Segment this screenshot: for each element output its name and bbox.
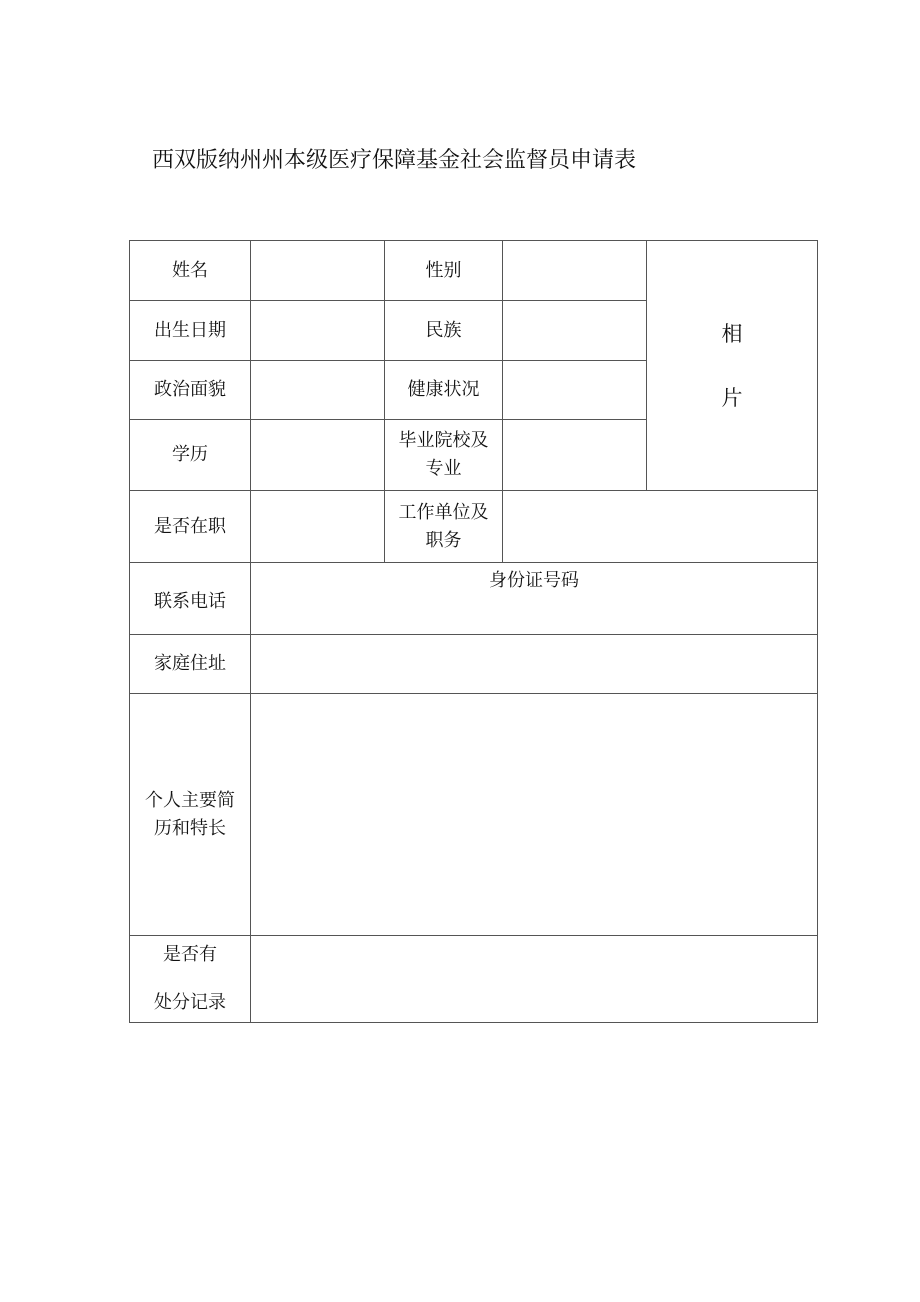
label-ethnicity <box>384 300 503 361</box>
label-employed <box>129 490 251 563</box>
label-employed-text: 是否在职 <box>154 515 226 537</box>
input-political-status[interactable] <box>250 360 385 420</box>
label-discipline-line1: 是否有 <box>163 944 217 965</box>
label-birth-date <box>129 300 251 361</box>
label-birth-date-text: 出生日期 <box>154 319 226 341</box>
label-name <box>129 240 251 301</box>
photo-label-2: 片 <box>721 385 743 410</box>
label-address <box>129 634 251 694</box>
application-form <box>129 240 818 1023</box>
label-gender <box>384 240 503 301</box>
label-education-text: 学历 <box>172 444 208 465</box>
input-ethnicity[interactable] <box>502 300 647 361</box>
label-work-unit <box>384 490 503 563</box>
input-address[interactable] <box>250 634 818 694</box>
label-education <box>129 419 251 491</box>
photo-box[interactable] <box>646 240 818 491</box>
label-resume-line2: 历和特长 <box>154 817 226 839</box>
input-name[interactable] <box>250 240 385 301</box>
phone-id-cell[interactable] <box>250 562 818 635</box>
label-ethnicity-text: 民族 <box>425 319 462 341</box>
label-id-number: 身份证号码 <box>489 570 579 591</box>
label-resume-line1: 个人主要简 <box>145 789 235 811</box>
input-education[interactable] <box>250 419 385 491</box>
label-school-major <box>384 419 503 491</box>
input-school-major[interactable] <box>502 419 647 491</box>
label-work-unit-line1: 工作单位及 <box>398 501 489 523</box>
label-discipline <box>129 935 251 1023</box>
label-resume <box>129 693 251 936</box>
input-gender[interactable] <box>502 240 647 301</box>
label-phone-text: 联系电话 <box>154 590 226 612</box>
input-employed[interactable] <box>250 490 385 563</box>
label-discipline-line2: 处分记录 <box>154 992 226 1013</box>
label-name-text: 姓名 <box>172 259 208 281</box>
input-health[interactable] <box>502 360 647 420</box>
label-address-text: 家庭住址 <box>154 653 226 674</box>
label-school-major-line1: 毕业院校及 <box>398 430 489 451</box>
label-political-status-text: 政治面貌 <box>154 379 226 400</box>
input-birth-date[interactable] <box>250 300 385 361</box>
label-health <box>384 360 503 420</box>
label-political-status <box>129 360 251 420</box>
label-work-unit-line2: 职务 <box>425 529 462 551</box>
label-health-text: 健康状况 <box>407 379 480 400</box>
input-resume[interactable] <box>250 693 818 936</box>
input-work-unit[interactable] <box>502 490 818 563</box>
label-gender-text: 性别 <box>425 259 462 281</box>
label-phone <box>129 562 251 635</box>
label-school-major-line2: 专业 <box>425 458 462 479</box>
photo-label-1: 相 <box>721 321 743 346</box>
form-title: 西双版纳州州本级医疗保障基金社会监督员申请表 <box>152 148 637 173</box>
input-discipline[interactable] <box>250 935 818 1023</box>
